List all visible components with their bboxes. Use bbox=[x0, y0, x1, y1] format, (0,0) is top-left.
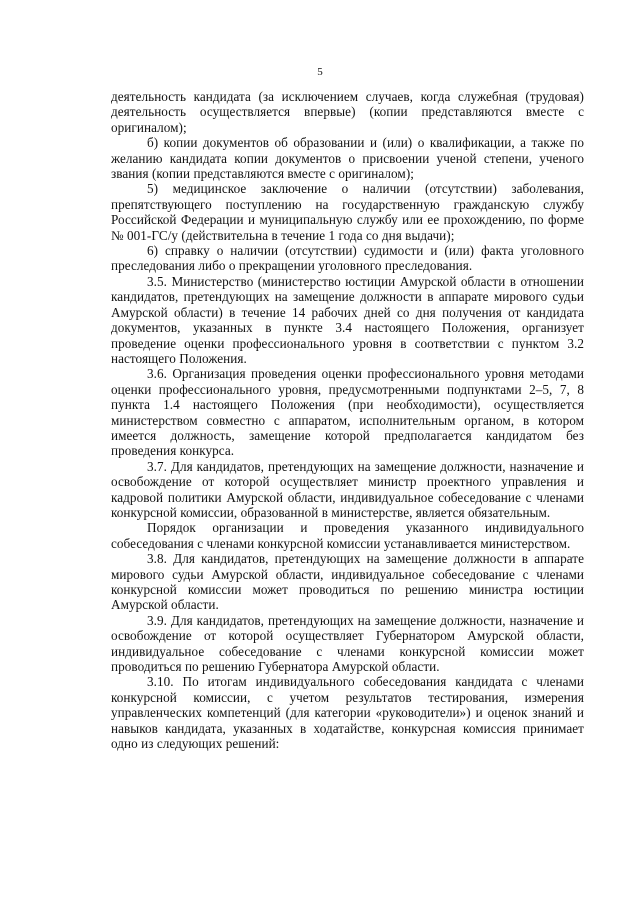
paragraph-3-10: 3.10. По итогам индивидуального собеседования кандидата с членами конкурсной комиссии, с учетом результатов тестирования, измерения управленческих компетенций (для категории «руководители») и оценок знаний и навыков кандидата, указанных в ходатайстве, конкурсная комиссия принимает одно из следующих решений: bbox=[111, 674, 584, 752]
paragraph-item-b: б) копии документов об образовании и (или) о квалификации, а также по желанию кандидата копии документов о присвоении ученой степени, ученого звания (копии представляются вместе с оригиналом); bbox=[111, 135, 584, 182]
paragraph-3-9: 3.9. Для кандидатов, претендующих на замещение должности, назначение и освобождение от которой осуществляет Губернатором Амурской области, индивидуальное собеседование с членами конкурсной комиссии может проводиться по решению Губернатора Амурской области. bbox=[111, 612, 584, 675]
paragraph-item-5: 5) медицинское заключение о наличии (отсутствии) заболевания, препятствующего поступлению на государственную гражданскую службу Российской Федерации и муниципальную службу или ее прохождению, по форме № 001-ГС/у (действительна в течение 1 года со дня выдачи); bbox=[111, 181, 584, 243]
paragraph-3-7: 3.7. Для кандидатов, претендующих на замещение должности, назначение и освобождение от которой осуществляет министр проектного управления и кадровой политики Амурской области, индивидуальное собеседование с членами конкурсной комиссии, образованной в министерстве, является обязательным. bbox=[111, 458, 584, 520]
body-text bbox=[111, 89, 584, 751]
paragraph-3-5: 3.5. Министерство (министерство юстиции Амурской области в отношении кандидатов, претендующих на замещение должности в аппарате мирового судьи Амурской области) в течение 14 рабочих дней со дня получения от кандидата документов, указанных в пункте 3.4 настоящего Положения, организует проведение оценки профессионального уровня в соответствии с пунктом 3.2 настоящего Положения. bbox=[111, 273, 584, 366]
paragraph-item-6: 6) справку о наличии (отсутствии) судимости и (или) факта уголовного преследования либо о прекращении уголовного преследования. bbox=[111, 243, 584, 274]
page-number: 5 bbox=[317, 66, 323, 78]
paragraph-3-7-procedure: Порядок организации и проведения указанного индивидуального собеседования с членами конкурсной комиссии устанавливается министерством. bbox=[111, 520, 584, 551]
paragraph-3-6: 3.6. Организация проведения оценки профессионального уровня методами оценки профессионального уровня, предусмотренными подпунктами 2–5, 7, 8 пункта 1.4 настоящего Положения (при необходимости), осуществляется министерством совместно с аппаратом, исполнительным органом, в котором имеется должность, замещение которой предполагается кандидатом без проведения конкурса. bbox=[111, 366, 584, 459]
paragraph-3-8: 3.8. Для кандидатов, претендующих на замещение должности в аппарате мирового судьи Амурской области, индивидуальное собеседование с членами конкурсной комиссии может проводиться по решению министра юстиции Амурской области. bbox=[111, 551, 584, 613]
paragraph-continuation: деятельность кандидата (за исключением случаев, когда служебная (трудовая) деятельность осуществляется впервые) (копии представляются вместе с оригиналом); bbox=[111, 89, 584, 135]
